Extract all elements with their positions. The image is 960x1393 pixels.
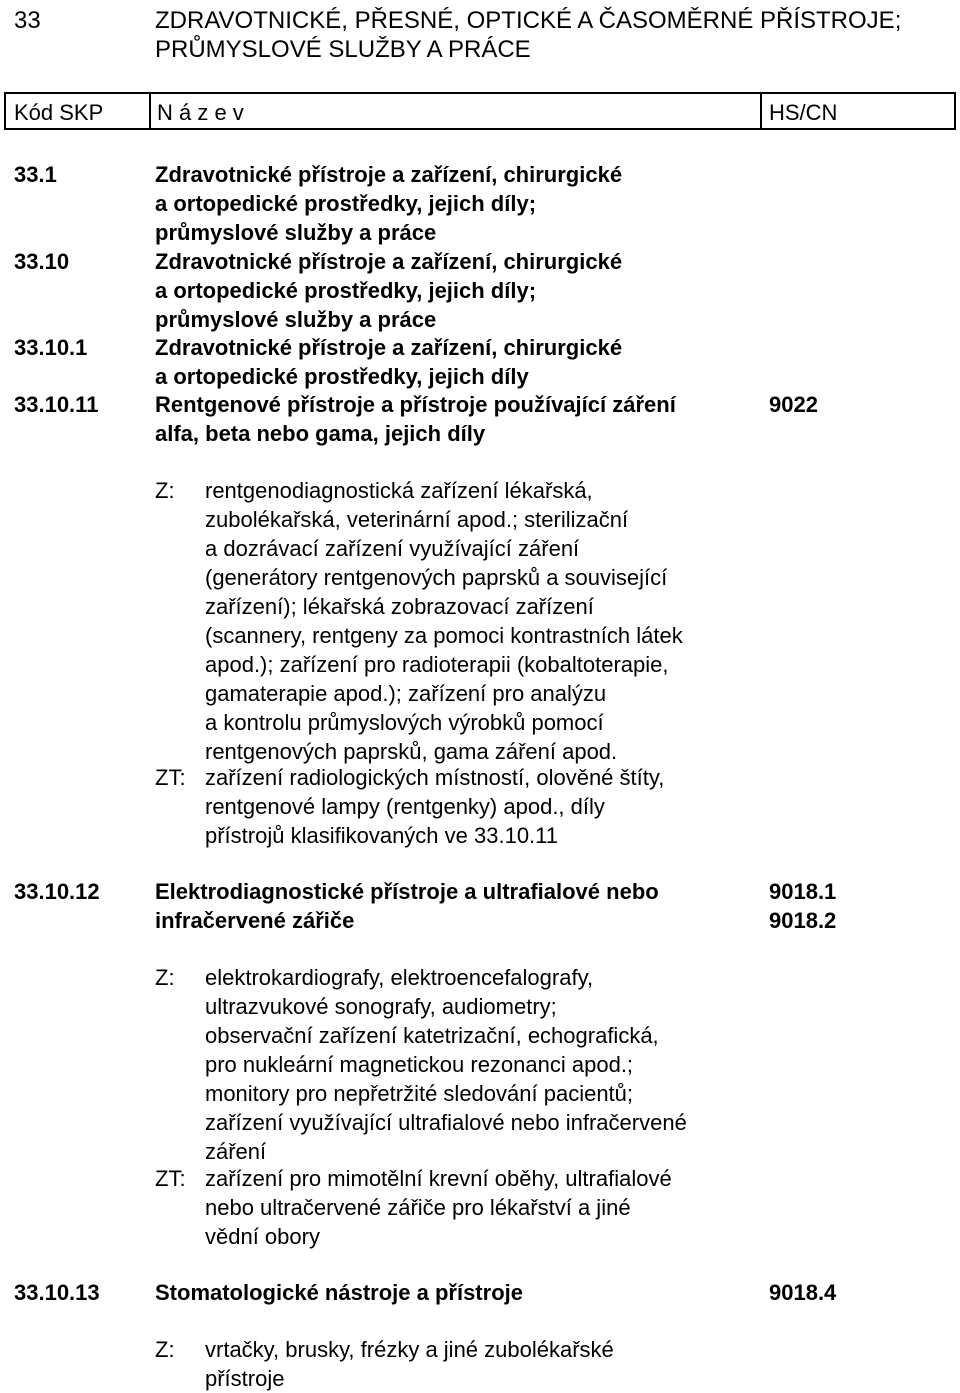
note-line: apod.); zařízení pro radioterapii (kobaltoterapie, — [205, 652, 669, 677]
entry-name-line: a ortopedické prostředky, jejich díly — [155, 364, 529, 389]
note-line: zařízení pro mimotělní krevní oběhy, ultrafialové — [205, 1166, 672, 1191]
note-line: monitory pro nepřetržité sledování pacientů; — [205, 1081, 634, 1106]
note-line: zařízení využívající ultrafialové nebo infračervené — [205, 1110, 687, 1135]
entry-name-line: Elektrodiagnostické přístroje a ultrafialové nebo — [155, 879, 659, 904]
chapter-title — [155, 6, 901, 64]
note-text-zt — [205, 763, 765, 850]
entry-name-line: infračervené zářiče — [155, 908, 355, 933]
note-line: nebo ultračervené zářiče pro lékařství a jiné — [205, 1195, 631, 1220]
note-tag-zt: ZT: — [155, 1166, 186, 1191]
entry-name — [155, 390, 755, 448]
entry-code: 33.10.11 — [14, 392, 99, 417]
note-tag-z: Z: — [155, 965, 175, 990]
entry-hs-code: 9018.4 — [769, 1280, 837, 1305]
note-line: pro nukleární magnetickou rezonanci apod.; — [205, 1052, 634, 1077]
note-line: vrtačky, brusky, frézky a jiné zubolékařské — [205, 1337, 614, 1362]
note-line: (generátory rentgenových paprsků a související — [205, 565, 668, 590]
entry-hs-codes — [769, 877, 836, 935]
note-line: zařízení radiologických místností, olověné štíty, — [205, 765, 665, 790]
entry-name-line: průmyslové služby a práce — [155, 307, 437, 332]
header-hs-label: HS/CN — [769, 100, 838, 125]
note-line: přístroje — [205, 1366, 285, 1391]
header-code-label: Kód SKP — [14, 100, 104, 125]
note-text-zt — [205, 1164, 765, 1251]
note-line: vědní obory — [205, 1224, 320, 1249]
entry-name-line: a ortopedické prostředky, jejich díly; — [155, 278, 537, 303]
entry-hs-code: 9018.1 — [769, 879, 837, 904]
entry-name — [155, 333, 755, 391]
note-line: a kontrolu průmyslových výrobků pomocí — [205, 710, 604, 735]
header-divider — [760, 94, 762, 128]
note-line: observační zařízení katetrizační, echografická, — [205, 1023, 659, 1048]
entry-name-line: průmyslové služby a práce — [155, 220, 437, 245]
note-tag-z: Z: — [155, 1337, 175, 1362]
table-header — [4, 92, 956, 130]
entry-name — [155, 1278, 755, 1307]
note-line: rentgenových paprsků, gama záření apod. — [205, 739, 618, 764]
note-line: rentgenové lampy (rentgenky) apod., díly — [205, 794, 605, 819]
header-divider — [149, 94, 151, 128]
note-line: elektrokardiografy, elektroencefalografy, — [205, 965, 594, 990]
entry-name — [155, 160, 755, 247]
entry-name-line: Rentgenové přístroje a přístroje používající záření — [155, 392, 676, 417]
header-name-label: N á z e v — [157, 100, 244, 125]
note-line: záření — [205, 1139, 267, 1164]
entry-name — [155, 877, 755, 935]
note-line: (scannery, rentgeny za pomoci kontrastních látek — [205, 623, 683, 648]
chapter-number: 33 — [14, 7, 41, 34]
note-line: přístrojů klasifikovaných ve 33.10.11 — [205, 823, 558, 848]
entry-code: 33.1 — [14, 162, 57, 187]
note-text-z — [205, 1335, 765, 1393]
entry-name-line: Zdravotnické přístroje a zařízení, chirurgické — [155, 162, 623, 187]
note-line: a dozrávací zařízení využívající záření — [205, 536, 580, 561]
entry-name-line: a ortopedické prostředky, jejich díly; — [155, 191, 537, 216]
note-line: zubolékařská, veterinární apod.; sterilizační — [205, 507, 629, 532]
note-tag-zt: ZT: — [155, 765, 186, 790]
note-line: gamaterapie apod.); zařízení pro analýzu — [205, 681, 607, 706]
entry-code: 33.10.12 — [14, 879, 100, 904]
entry-name-line: Zdravotnické přístroje a zařízení, chirurgické — [155, 335, 623, 360]
note-text-z — [205, 963, 765, 1166]
note-line: ultrazvukové sonografy, audiometry; — [205, 994, 557, 1019]
entry-name — [155, 247, 755, 334]
entry-code: 33.10.13 — [14, 1280, 100, 1305]
entry-name-line: Stomatologické nástroje a přístroje — [155, 1280, 523, 1305]
chapter-title-line: PRŮMYSLOVÉ SLUŽBY A PRÁCE — [155, 36, 531, 63]
entry-name-line: Zdravotnické přístroje a zařízení, chirurgické — [155, 249, 623, 274]
note-text-z — [205, 476, 765, 766]
entry-code: 33.10 — [14, 249, 70, 274]
note-tag-z: Z: — [155, 478, 175, 503]
entry-name-line: alfa, beta nebo gama, jejich díly — [155, 421, 486, 446]
entry-code: 33.10.1 — [14, 335, 88, 360]
entry-hs-code: 9018.2 — [769, 908, 837, 933]
note-line: zařízení); lékařská zobrazovací zařízení — [205, 594, 594, 619]
note-line: rentgenodiagnostická zařízení lékařská, — [205, 478, 593, 503]
entry-hs-code: 9022 — [769, 392, 818, 417]
chapter-title-line: ZDRAVOTNICKÉ, PŘESNÉ, OPTICKÉ A ČASOMĚRNÉ PŘÍSTROJE; — [155, 7, 902, 34]
